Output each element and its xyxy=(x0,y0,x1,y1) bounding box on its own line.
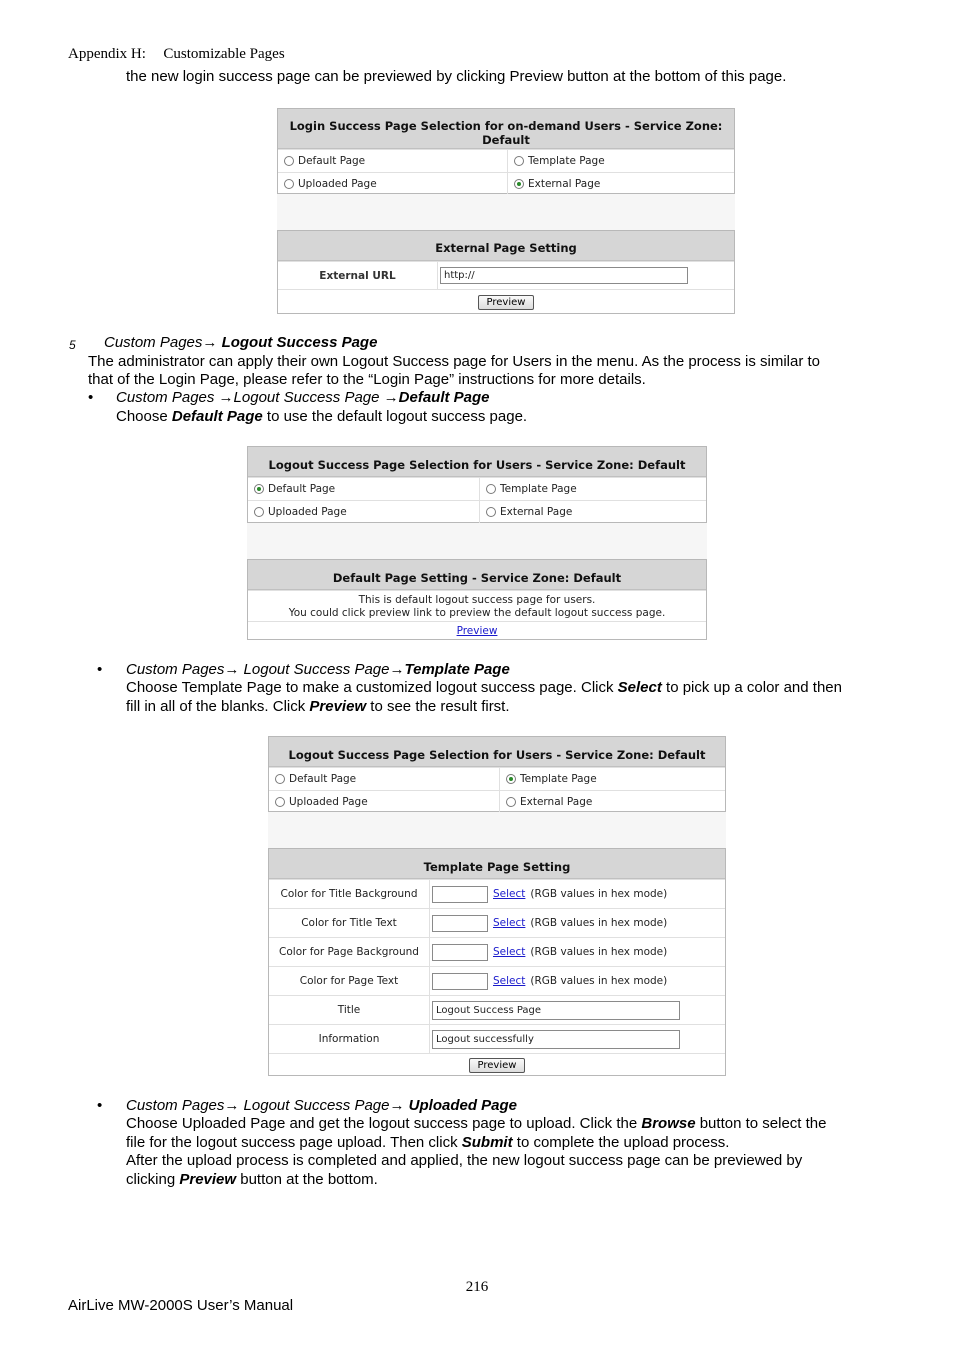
section5-para-line2: that of the Login Page, please refer to the “Login Page” instructions for more details. xyxy=(88,371,646,388)
color-row-title-text: Color for Title Text Select (RGB values in hex mode) xyxy=(269,908,725,937)
preview-button[interactable]: Preview xyxy=(478,295,535,310)
color-input[interactable] xyxy=(432,886,488,903)
radio-icon[interactable] xyxy=(514,156,524,166)
manual-title: AirLive MW-2000S User’s Manual xyxy=(68,1297,294,1314)
select-link[interactable]: Select xyxy=(493,888,526,900)
radio-icon[interactable] xyxy=(275,774,285,784)
preview-button[interactable]: Preview xyxy=(469,1058,526,1073)
option-template-page[interactable]: Template Page xyxy=(500,768,725,790)
external-url-input[interactable]: http:// xyxy=(440,267,688,284)
radio-selected-icon[interactable] xyxy=(254,484,264,494)
section5-para-line1: The administrator can apply their own Logout Success page for Users in the menu. As the process is similar to xyxy=(88,353,821,370)
information-input[interactable]: Logout successfully xyxy=(432,1030,680,1049)
radio-icon[interactable] xyxy=(254,507,264,517)
color-row-page-text: Color for Page Text Select (RGB values in hex mode) xyxy=(269,966,725,995)
title-label: Title xyxy=(337,1004,361,1016)
external-url-label: External URL xyxy=(319,269,396,282)
panel-title: Login Success Page Selection for on-demand Users - Service Zone: Default xyxy=(278,109,734,149)
information-label: Information xyxy=(318,1033,380,1045)
radio-icon[interactable] xyxy=(284,156,294,166)
option-uploaded-page[interactable]: Uploaded Page xyxy=(248,501,479,523)
radio-icon[interactable] xyxy=(506,797,516,807)
radio-icon[interactable] xyxy=(275,797,285,807)
option-default-page[interactable]: Default Page xyxy=(248,478,479,500)
information-row xyxy=(269,1024,725,1053)
title-input[interactable]: Logout Success Page xyxy=(432,1001,680,1020)
bullet3-line2: file for the logout success page upload. Then click Submit to complete the upload process. xyxy=(126,1134,730,1151)
option-external-page[interactable]: External Page xyxy=(508,173,734,194)
panel-title: Logout Success Page Selection for Users - Service Zone: Default xyxy=(248,447,706,477)
section-label: Customizable Pages xyxy=(163,46,285,62)
option-default-page[interactable]: Default Page xyxy=(278,150,507,172)
bullet-icon: • xyxy=(97,1097,103,1114)
bullet-icon: • xyxy=(97,661,103,678)
bullet2-heading: Custom Pages→ Logout Success Page→Template Page xyxy=(126,661,510,678)
option-uploaded-page[interactable]: Uploaded Page xyxy=(278,173,507,194)
logout-selection-panel-template xyxy=(268,736,726,812)
arrow-icon: → xyxy=(383,389,399,406)
option-default-page[interactable]: Default Page xyxy=(269,768,499,790)
panel-gap xyxy=(277,194,735,230)
panel-gap xyxy=(268,812,726,848)
color-input[interactable] xyxy=(432,915,488,932)
radio-selected-icon[interactable] xyxy=(506,774,516,784)
preview-link[interactable]: Preview xyxy=(456,625,498,637)
option-external-page[interactable]: External Page xyxy=(480,501,706,523)
template-page-setting-panel xyxy=(268,848,726,1076)
arrow-icon: → xyxy=(202,334,218,351)
panel-title: Template Page Setting xyxy=(269,849,725,879)
bullet3-line1: Choose Uploaded Page and get the logout success page to upload. Click the Browse button to select the xyxy=(126,1115,827,1132)
arrow-icon: → xyxy=(224,1097,240,1114)
color-row-page-background: Color for Page Background Select (RGB values in hex mode) xyxy=(269,937,725,966)
option-external-page[interactable]: External Page xyxy=(500,791,725,812)
radio-icon[interactable] xyxy=(284,179,294,189)
login-success-selection-panel xyxy=(277,108,735,194)
bullet3-line4: clicking Preview button at the bottom. xyxy=(126,1171,378,1188)
color-row-title-background: Color for Title Background Select (RGB values in hex mode) xyxy=(269,879,725,908)
arrow-icon: → xyxy=(389,1097,405,1114)
option-uploaded-page[interactable]: Uploaded Page xyxy=(269,791,499,812)
page-number: 216 xyxy=(465,1279,489,1295)
panel-gap xyxy=(247,523,707,559)
bullet3-heading: Custom Pages→ Logout Success Page→ Uploaded Page xyxy=(126,1097,518,1114)
external-page-setting-panel xyxy=(277,230,735,314)
panel-title: Logout Success Page Selection for Users - Service Zone: Default xyxy=(269,737,725,767)
bullet2-line1: Choose Template Page to make a customized logout success page. Click Select to pick up a color and then xyxy=(126,679,842,696)
logout-selection-panel-default xyxy=(247,446,707,523)
option-template-page[interactable]: Template Page xyxy=(480,478,706,500)
option-template-page[interactable]: Template Page xyxy=(508,150,734,172)
running-header xyxy=(68,46,285,63)
bullet-icon: • xyxy=(88,389,94,406)
arrow-icon: → xyxy=(218,389,234,406)
arrow-icon: → xyxy=(389,661,405,678)
panel-title: External Page Setting xyxy=(278,231,734,261)
radio-selected-icon[interactable] xyxy=(514,179,524,189)
bullet1-text: Choose Default Page to use the default logout success page. xyxy=(116,408,528,425)
default-page-description: This is default logout success page for users. You could click preview link to preview the default logout success page. xyxy=(248,590,706,621)
radio-icon[interactable] xyxy=(486,507,496,517)
radio-icon[interactable] xyxy=(486,484,496,494)
select-link[interactable]: Select xyxy=(493,975,526,987)
color-input[interactable] xyxy=(432,944,488,961)
color-input[interactable] xyxy=(432,973,488,990)
select-link[interactable]: Select xyxy=(493,917,526,929)
section5-heading: Custom Pages→ Logout Success Page xyxy=(104,334,378,351)
appendix-label: Appendix H: xyxy=(68,46,146,62)
select-link[interactable]: Select xyxy=(493,946,526,958)
title-row xyxy=(269,995,725,1024)
bullet1-heading: Custom Pages →Logout Success Page →Default Page xyxy=(116,389,490,406)
section-number: 5 xyxy=(69,338,76,352)
default-page-setting-panel xyxy=(247,559,707,640)
arrow-icon: → xyxy=(224,661,240,678)
bullet2-line2: fill in all of the blanks. Click Preview to see the result first. xyxy=(126,698,510,715)
intro-line: the new login success page can be previewed by clicking Preview button at the bottom of this page. xyxy=(126,68,787,85)
bullet3-line3: After the upload process is completed and applied, the new logout success page can be previewed by xyxy=(126,1152,803,1169)
panel-title: Default Page Setting - Service Zone: Default xyxy=(248,560,706,590)
